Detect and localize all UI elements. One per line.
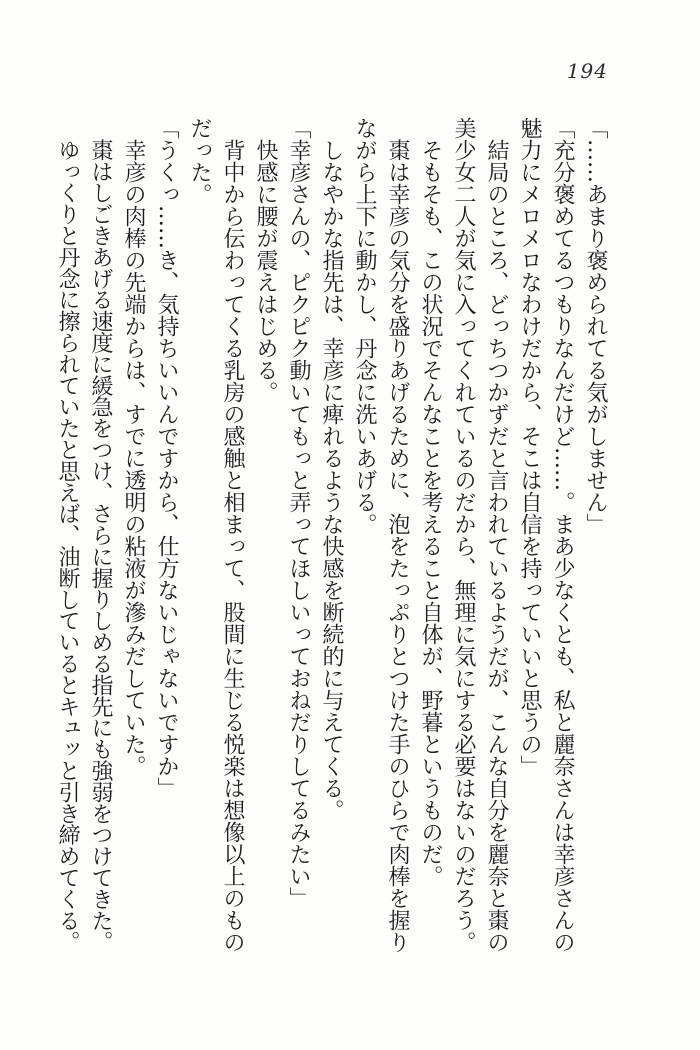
paragraph: 「……あまり褒められてる気がしません」 [583,117,608,535]
paragraph: 幸彦の肉棒の先端からは、すでに透明の粘液が滲みだしていた。 [121,139,146,777]
paragraph: 背中から伝わってくる乳房の感触と相まって、股間に生じる悦楽は想像以上のものだった。 [187,117,245,953]
paragraph: 「うくっ……き、気持ちいいんですから、仕方ないじゃないですか」 [154,117,179,799]
paragraph: 棗はしごきあげる速度に緩急をつけ、さらに握りしめる指先にも強弱をつけてきた。 [88,139,113,953]
paragraph: そもそも、この状況でそんなことを考えること自体が、野暮というものだ。 [418,139,443,887]
paragraph: 快感に腰が震えはじめる。 [253,139,278,403]
page-number: 194 [566,59,608,83]
paragraph: 棗は幸彦の気分を盛りあげるために、泡をたっぷりとつけた手のひらで肉棒を握りながら上下に動かし、丹念に洗いあげる。 [352,117,410,953]
paragraph: 「幸彦さんの、ピクピク動いてもっと弄ってほしいっておねだりしてるみたい」 [286,117,311,909]
paragraph: 結局のところ、どっちつかずだと言われているようだが、こんな自分を麗奈と棗の美少女二人が気に入ってくれているのだから、無理に気にする必要はないのだろう。 [451,117,509,953]
text-block [51,117,612,953]
paragraph: ゆっくりと丹念に擦られていたと思えば、油断しているとキュッと引き締めてくる。 [55,139,80,953]
paragraph: 「充分褒めてるつもりなんだけど……。まあ少なくとも、私と麗奈さんは幸彦さんの魅力にメロメロなわけだから、そこは自信を持っていいと思うの」 [517,117,575,953]
paragraph: しなやかな指先は、幸彦に痺れるような快感を断続的に与えてくる。 [319,139,344,821]
